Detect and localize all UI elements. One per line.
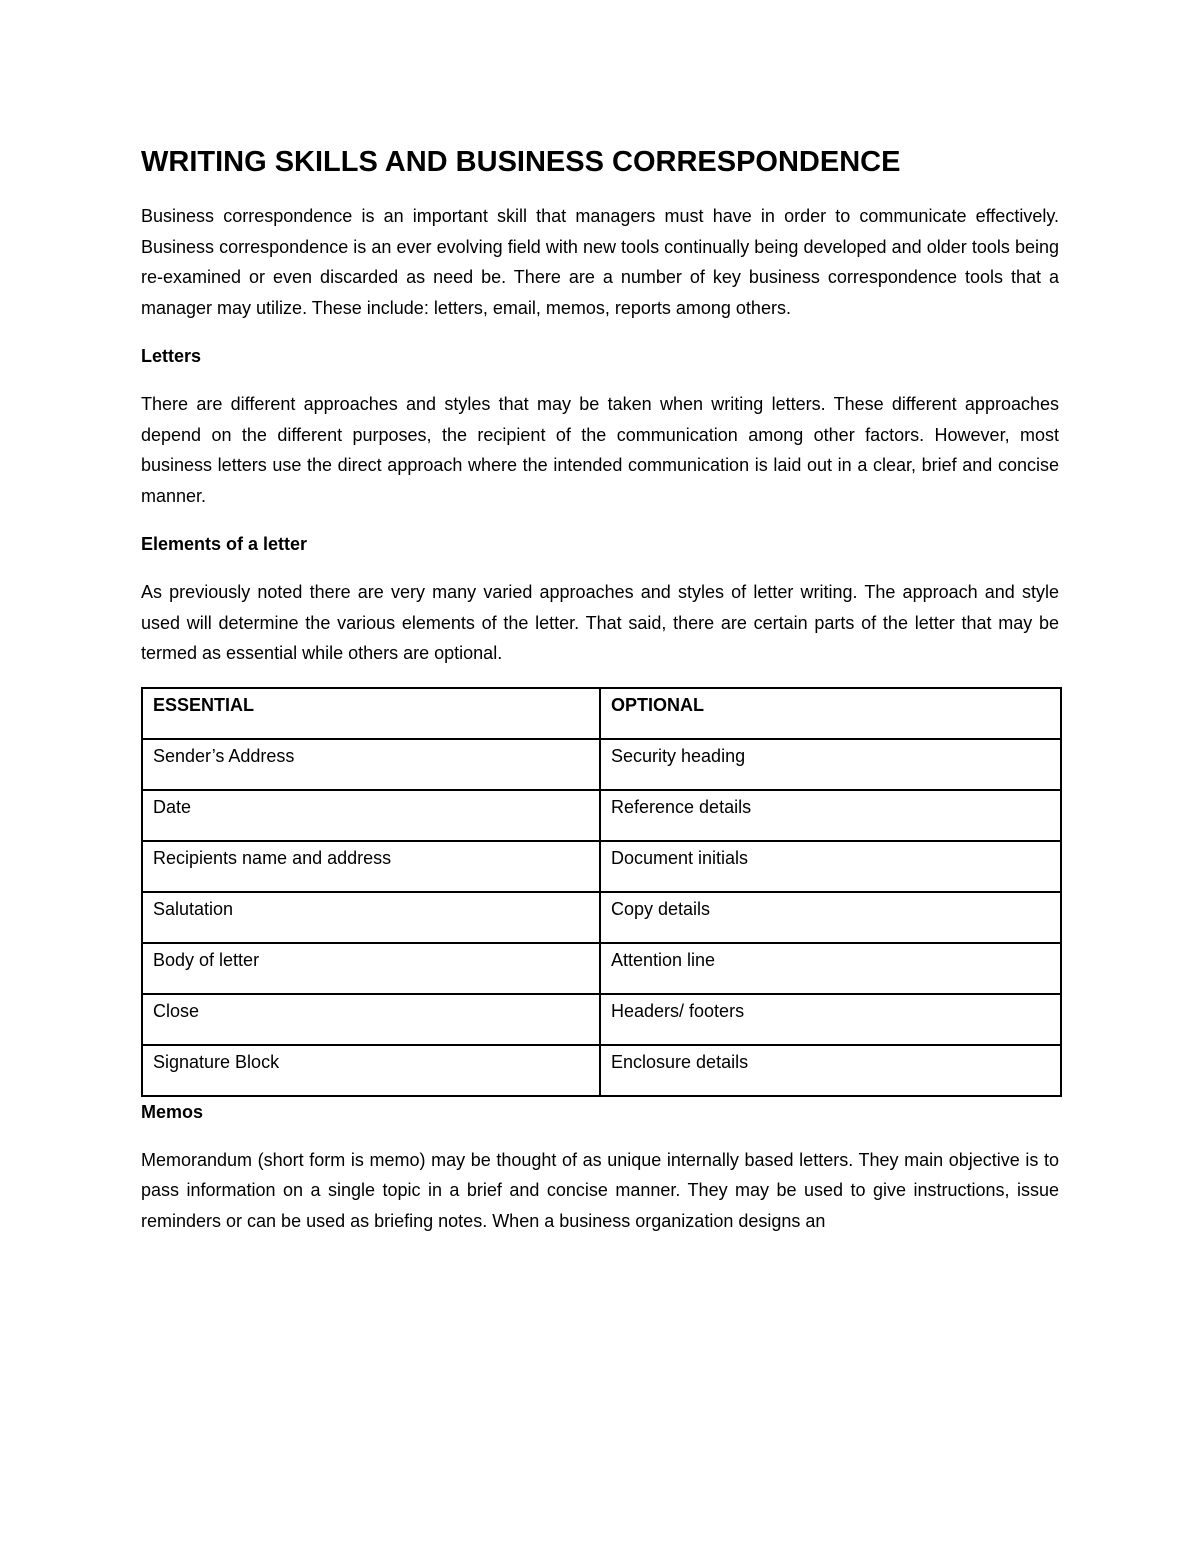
table-row (142, 1045, 1061, 1096)
table-cell-essential: Date (142, 790, 600, 841)
table-header-essential: ESSENTIAL (142, 688, 600, 739)
letters-paragraph: There are different approaches and styles that may be taken when writing letters. These different approaches depend on the different purposes, the recipient of the communication among other factors. However, most business letters use the direct approach where the intended communication is laid out in a clear, brief and concise manner. (141, 394, 1059, 506)
table-cell-essential: Sender’s Address (142, 739, 600, 790)
table-cell-essential: Close (142, 994, 600, 1045)
intro-paragraph: Business correspondence is an important skill that managers must have in order to communicate effectively. Business correspondence is an ever evolving field with new tools continually being developed and older tools being re-examined or even discarded as need be. There are a number of key business correspondence tools that a manager may utilize. These include: letters, email, memos, reports among others. (141, 206, 1059, 318)
table-row (142, 892, 1061, 943)
table-row (142, 790, 1061, 841)
table-cell-essential: Signature Block (142, 1045, 600, 1096)
memos-heading: Memos (141, 1101, 204, 1122)
elements-paragraph: As previously noted there are very many varied approaches and styles of letter writing. The approach and style used will determine the various elements of the letter. That said, there are certain parts of the letter that may be termed as essential while others are optional. (141, 582, 1059, 663)
table-row (142, 739, 1061, 790)
elements-heading: Elements of a letter (141, 534, 308, 554)
table-cell-optional: Security heading (600, 739, 1061, 790)
document-title: WRITING SKILLS AND BUSINESS CORRESPONDENCE (141, 146, 901, 178)
table-header-row (142, 688, 1061, 739)
memos-paragraph: Memorandum (short form is memo) may be thought of as unique internally based letters. They main objective is to pass information on a single topic in a brief and concise manner. They may be used to give instructions, issue reminders or can be used as briefing notes. When a business organization designs an (141, 1149, 1059, 1231)
table-cell-optional: Document initials (600, 841, 1061, 892)
table-row (142, 994, 1061, 1045)
table-row (142, 841, 1061, 892)
table-cell-optional: Attention line (600, 943, 1061, 994)
table-cell-essential: Salutation (142, 892, 600, 943)
document-page (141, 140, 1059, 1254)
table-cell-optional: Copy details (600, 892, 1061, 943)
table-header-optional: OPTIONAL (600, 688, 1061, 739)
table-cell-essential: Recipients name and address (142, 841, 600, 892)
table-cell-optional: Headers/ footers (600, 994, 1061, 1045)
table-cell-essential: Body of letter (142, 943, 600, 994)
table-cell-optional: Enclosure details (600, 1045, 1061, 1096)
letter-elements-table (141, 687, 1062, 1097)
letters-heading: Letters (141, 346, 202, 366)
table-cell-optional: Reference details (600, 790, 1061, 841)
table-row (142, 943, 1061, 994)
